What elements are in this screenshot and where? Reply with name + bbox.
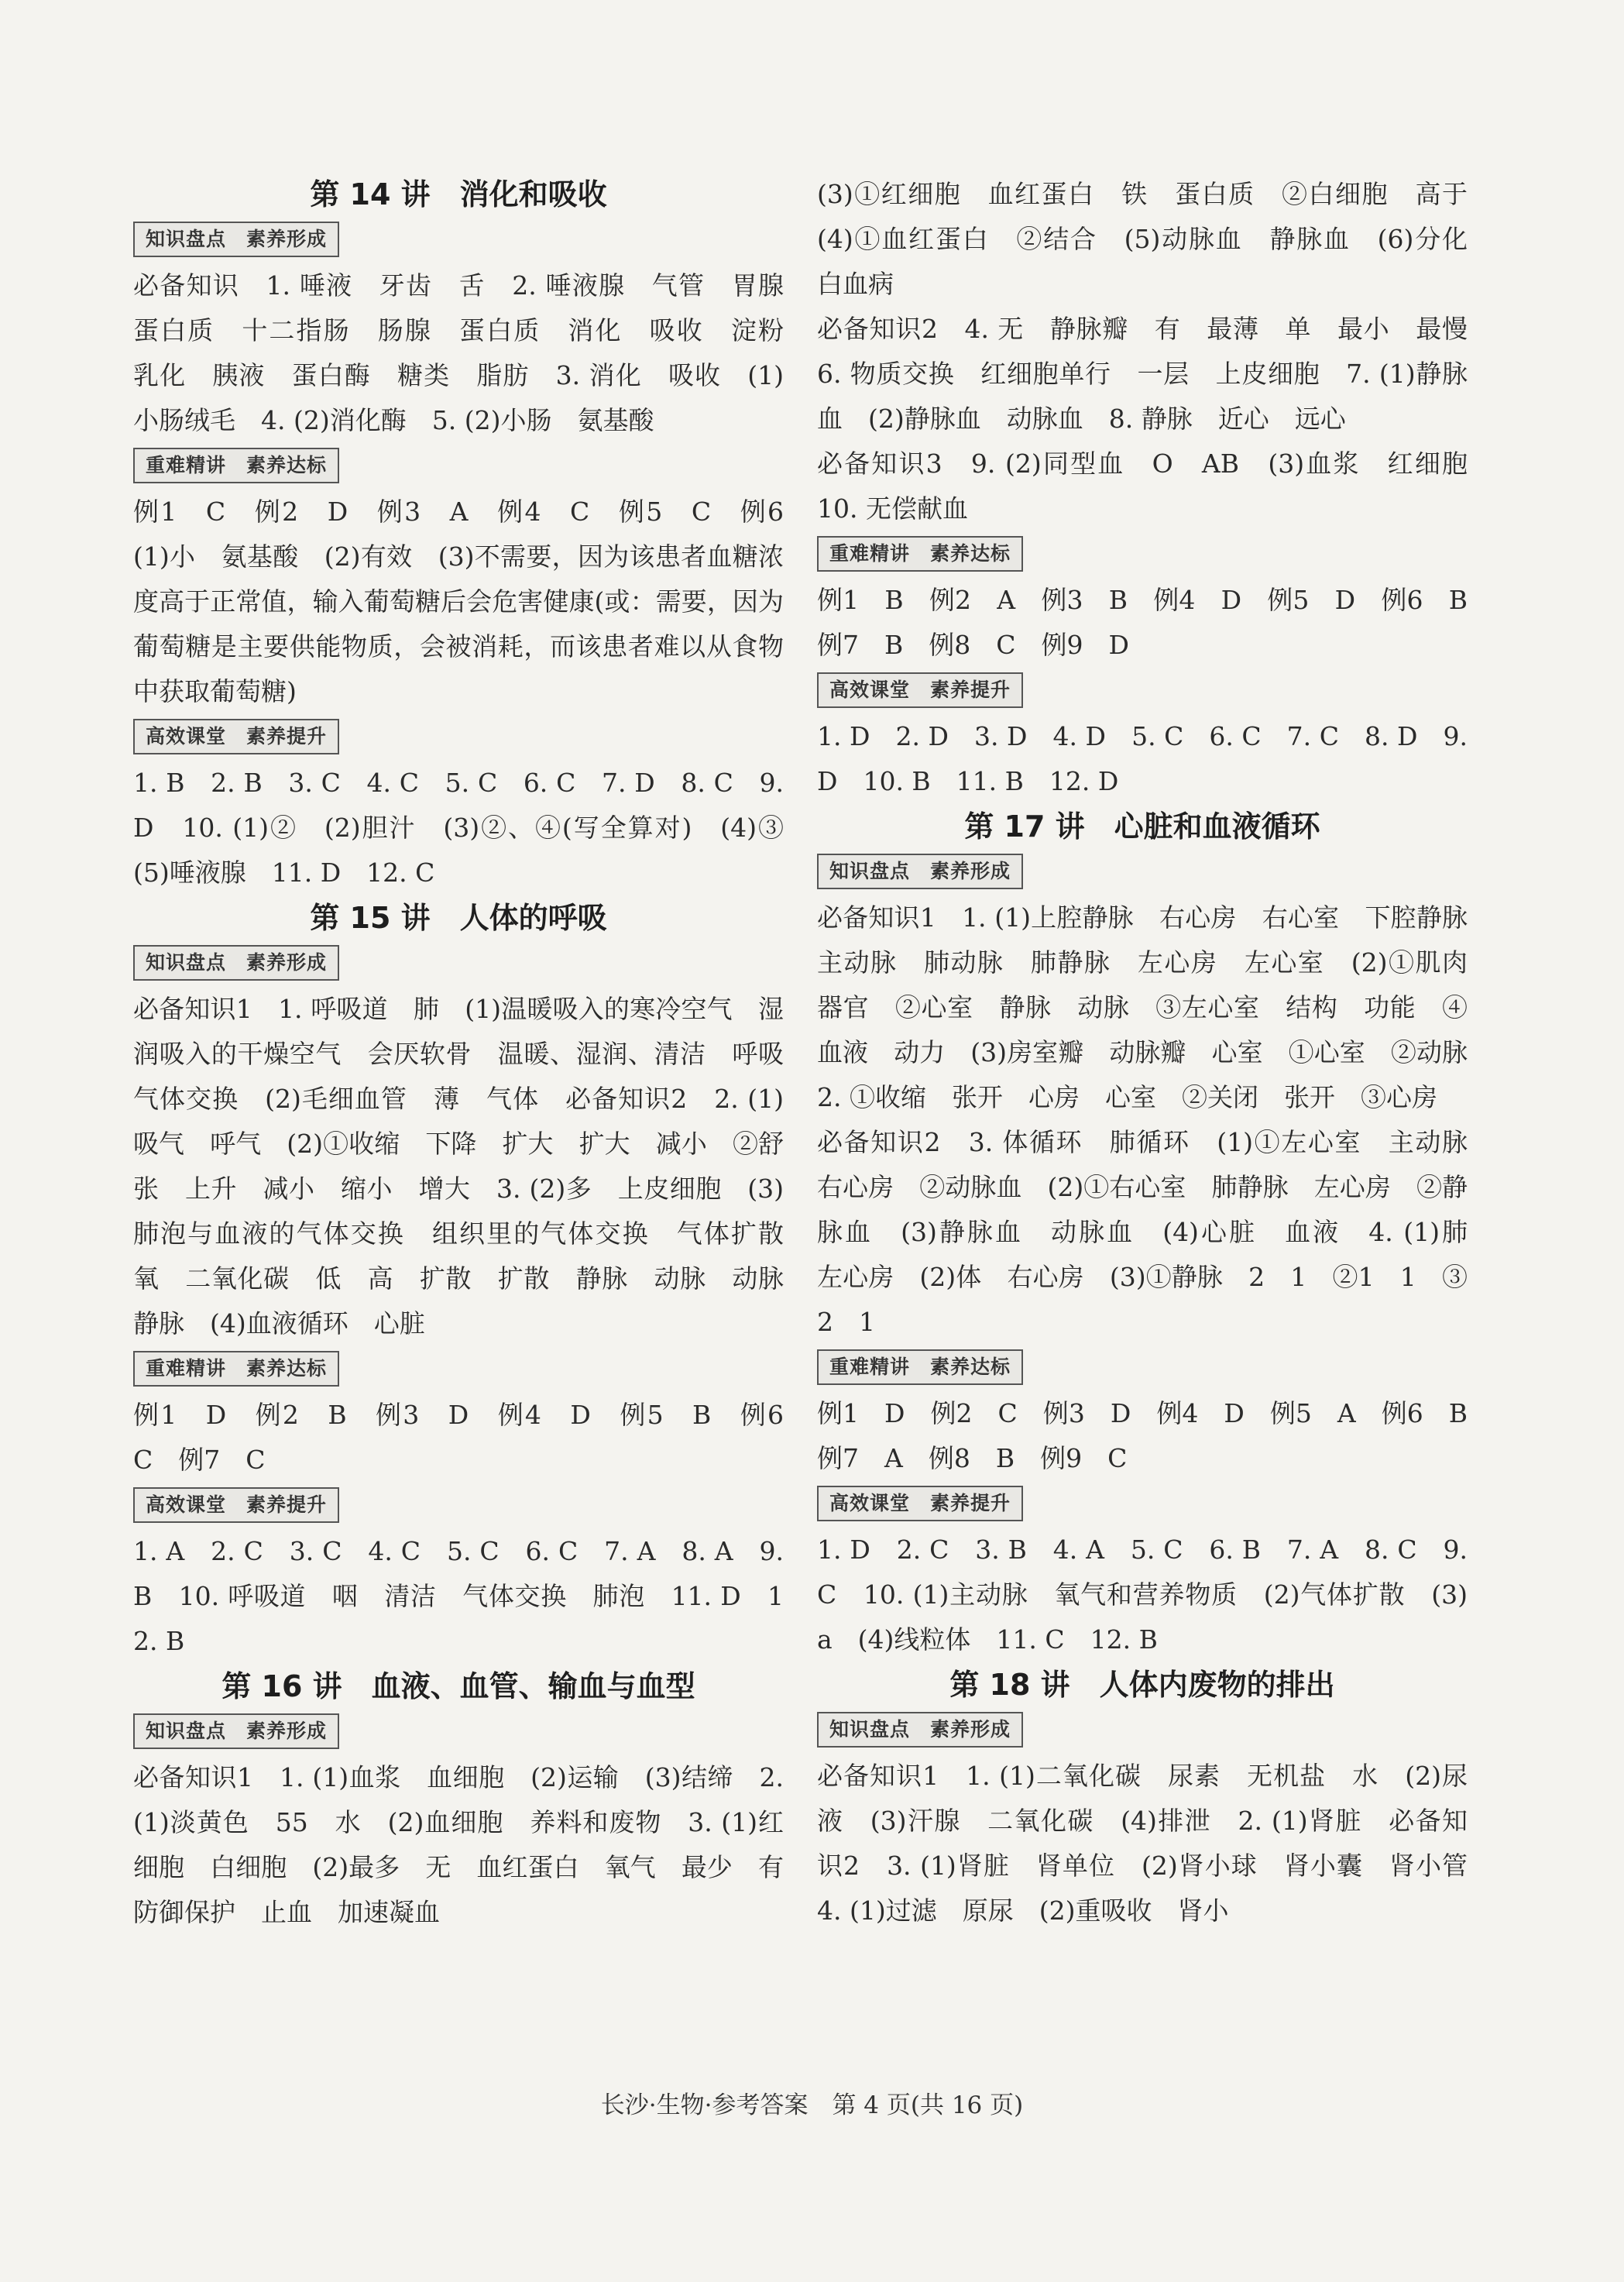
- section-badge: 知识盘点 素养形成: [133, 1713, 339, 1749]
- section-badge: 知识盘点 素养形成: [133, 222, 339, 257]
- section-badge: 知识盘点 素养形成: [817, 854, 1023, 889]
- answer-paragraph: 例1 D 例2 C 例3 D 例4 D 例5 A 例6 B 例7 A 例8 B 例9 C: [817, 1398, 1493, 1473]
- answer-paragraph: 1. B 2. B 3. C 4. C 5. C 6. C 7. D 8. C 9. D 10. (1)② (2)胆汁 (3)②、④(写全算对) (4)③ (5)唾液腺 11. D 12. C: [133, 768, 809, 888]
- badge-row: [133, 714, 784, 761]
- answer-paragraph: 1. A 2. C 3. C 4. C 5. C 6. C 7. A 8. A 9. B 10. 呼吸道 咽 清洁 气体交换 肺泡 11. D 12. B: [133, 1536, 784, 1656]
- right-column: [817, 172, 1493, 1933]
- answer-paragraph: 例1 B 例2 A 例3 B 例4 D 例5 D 例6 B 例7 B 例8 C 例9 D: [817, 585, 1493, 660]
- answer-paragraph: 必备知识2 3. 体循环 肺循环 (1)①左心室 主动脉 右心房 ②动脉血 (2)①右心室 肺静脉 左心房 ②静脉血 (3)静脉血 动脉血 (4)心脏 血液 4. (1)肺 左心房 (2)体 右心房 (3)①静脉 2 1 ②1 1 ③2 1: [817, 1127, 1493, 1337]
- badge-row: [817, 1707, 1468, 1754]
- section-heading: 第 16 讲 血液、血管、输血与血型: [221, 1669, 695, 1703]
- badge-row: [133, 217, 784, 263]
- answer-paragraph: (3)①红细胞 血红蛋白 铁 蛋白质 ②白细胞 高于 (4)①血红蛋白 ②结合 (5)动脉血 静脉血 (6)分化 白血病: [817, 179, 1493, 299]
- answer-paragraph: 必备知识1 1. (1)上腔静脉 右心房 右心室 下腔静脉 主动脉 肺动脉 肺静脉 左心房 左心室 (2)①肌肉 器官 ②心室 静脉 动脉 ③左心室 结构 功能 ④血液 动力 (3)房室瓣 动脉瓣 心室 ①心室 ②动脉 2. ①收缩 张开 心房 心室 ②关闭 张开 ③心房: [817, 902, 1493, 1112]
- section-badge: 知识盘点 素养形成: [133, 945, 339, 981]
- answer-paragraph: 必备知识1 1. (1)二氧化碳 尿素 无机盐 水 (2)尿液 (3)汗腺 二氧化碳 (4)排泄 2. (1)肾脏 必备知识2 3. (1)肾脏 肾单位 (2)肾小球 肾小囊 肾小管 4. (1)过滤 原尿 (2)重吸收 肾小: [817, 1761, 1493, 1926]
- page-footer: 长沙·生物·参考答案 第 4 页(共 16 页): [600, 2091, 1024, 2119]
- section-badge: 重难精讲 素养达标: [817, 1349, 1023, 1385]
- answer-paragraph: 必备知识2 4. 无 静脉瓣 有 最薄 单 最小 最慢 6. 物质交换 红细胞单行 一层 上皮细胞 7. (1)静脉血 (2)静脉血 动脉血 8. 静脉 近心 远心: [817, 314, 1493, 434]
- badge-row: [133, 940, 784, 987]
- section-heading: 第 18 讲 人体内废物的排出: [949, 1668, 1335, 1702]
- section-heading: 第 17 讲 心脏和血液循环: [964, 809, 1320, 844]
- badge-row: [133, 1346, 784, 1393]
- badge-row: [817, 668, 1468, 714]
- left-column: [133, 172, 809, 1935]
- badge-row: [817, 1481, 1468, 1528]
- badge-row: [817, 849, 1468, 895]
- badge-row: [133, 1709, 784, 1755]
- badge-row: [133, 1483, 784, 1529]
- section-badge: 高效课堂 素养提升: [133, 1487, 339, 1523]
- answer-paragraph: 必备知识1 1. 呼吸道 肺 (1)温暖吸入的寒冷空气 湿润吸入的干燥空气 会厌软骨 温暖、湿润、清洁 呼吸 气体交换 (2)毛细血管 薄 气体 必备知识2 2. (1)吸气 呼气 (2)①收缩 下降 扩大 扩大 减小 ②舒张 上升 减小 缩小 增大 3. (2)多 上皮细胞 (3)肺泡与血液的气体交换 组织里的气体交换 气体扩散 氧 二氧化碳 低 高 扩散 扩散 静脉 动脉 动脉 静脉 (4)血液循环 心脏: [133, 994, 809, 1339]
- section-badge: 重难精讲 素养达标: [817, 536, 1023, 572]
- answer-paragraph: 必备知识 1. 唾液 牙齿 舌 2. 唾液腺 气管 胃腺 蛋白质 十二指肠 肠腺 蛋白质 消化 吸收 淀粉 乳化 胰液 蛋白酶 糖类 脂肪 3. 消化 吸收 (1)小肠绒毛 4. (2)消化酶 5. (2)小肠 氨基酸: [133, 270, 809, 435]
- section-badge: 知识盘点 素养形成: [817, 1712, 1023, 1748]
- section-badge: 高效课堂 素养提升: [133, 719, 339, 754]
- section-badge: 重难精讲 素养达标: [133, 448, 339, 483]
- answer-paragraph: 1. D 2. C 3. B 4. A 5. C 6. B 7. A 8. C 9. C 10. (1)主动脉 氧气和营养物质 (2)气体扩散 (3)a (4)线粒体 11. C 12. B: [817, 1535, 1468, 1655]
- answer-paragraph: 必备知识3 9. (2)同型血 O AB (3)血浆 红细胞 10. 无偿献血: [817, 448, 1493, 524]
- answer-paragraph: 必备知识1 1. (1)血浆 血细胞 (2)运输 (3)结缔 2. (1)淡黄色 55 水 (2)血细胞 养料和废物 3. (1)红细胞 白细胞 (2)最多 无 血红蛋白 氧气 最少 有 防御保护 止血 加速凝血: [133, 1762, 809, 1927]
- answer-paragraph: 例1 C 例2 D 例3 A 例4 C 例5 C 例6 (1)小 氨基酸 (2)有效 (3)不需要，因为该患者血糖浓度高于正常值，输入葡萄糖后会危害健康(或：需要，因为葡萄糖是主要供能物质，会被消耗，而该患者难以从食物中获取葡萄糖): [133, 497, 809, 706]
- answer-paragraph: 例1 D 例2 B 例3 D 例4 D 例5 B 例6 C 例7 C: [133, 1400, 809, 1475]
- section-heading: 第 15 讲 人体的呼吸: [310, 901, 607, 935]
- answer-paragraph: 1. D 2. D 3. D 4. D 5. C 6. C 7. C 8. D 9. D 10. B 11. B 12. D: [817, 721, 1468, 796]
- badge-row: [817, 1345, 1468, 1391]
- section-heading: 第 14 讲 消化和吸收: [310, 177, 607, 211]
- section-badge: 高效课堂 素养提升: [817, 672, 1023, 708]
- badge-row: [817, 531, 1468, 578]
- badge-row: [133, 443, 784, 490]
- section-badge: 重难精讲 素养达标: [133, 1351, 339, 1387]
- section-badge: 高效课堂 素养提升: [817, 1486, 1023, 1521]
